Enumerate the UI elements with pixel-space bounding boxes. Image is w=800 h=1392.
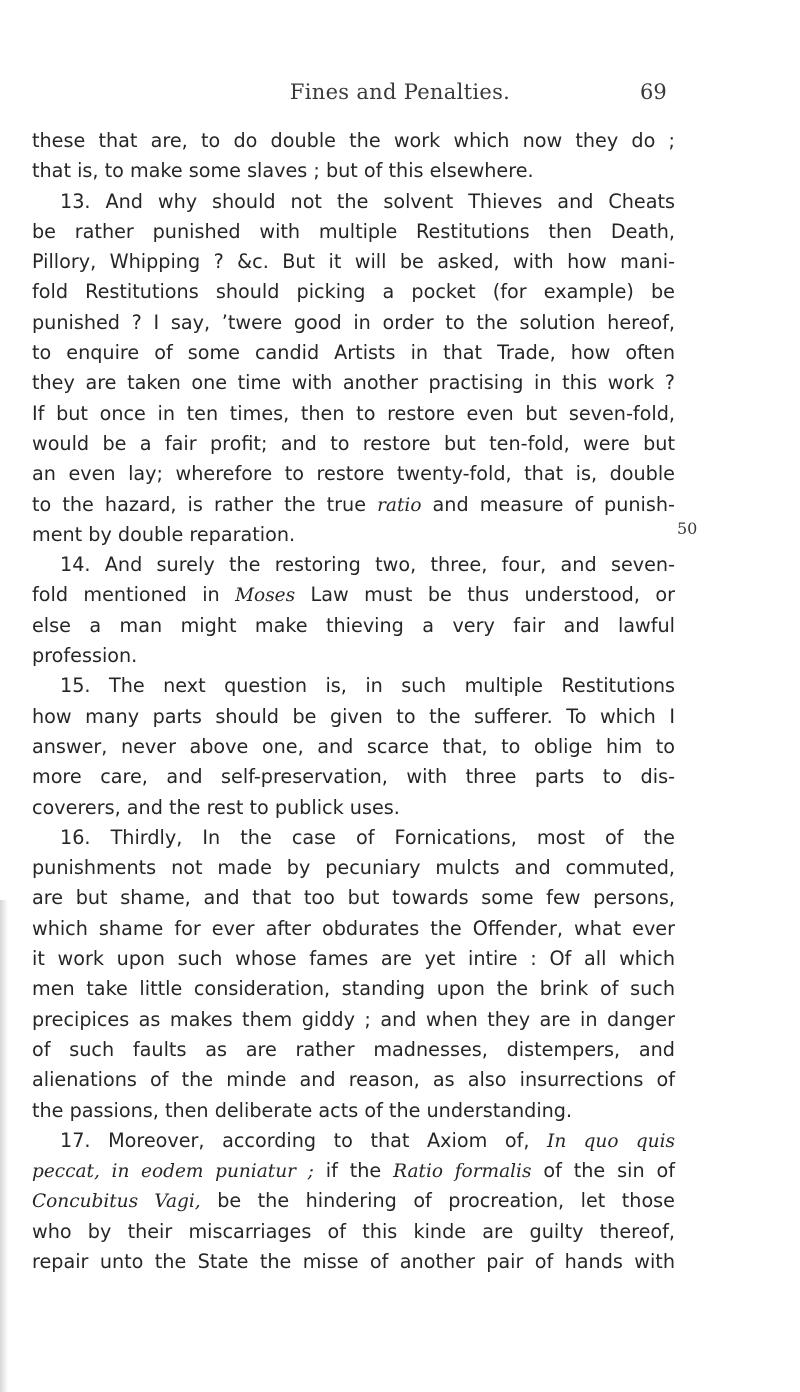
text-fragment: to the hazard, is rather the true [32,492,367,516]
text-line: Pillory, Whipping ? &c. But it will be asked, with how mani- [32,250,675,274]
text-line: that is, to make some slaves ; but of this elsewhere. [32,159,534,183]
text-line [32,1156,675,1186]
text-line: an even lay; wherefore to restore twenty-fold, that is, double [32,462,675,486]
text-line: profession. [32,644,138,668]
text-line: coverers, and the rest to publick uses. [32,795,400,819]
text-fragment: of the sin of [543,1159,675,1183]
text-line: If but once in ten times, then to restore even but seven-fold, [32,401,675,425]
text-fragment: 17. Moreover, according to that Axiom of, [60,1128,530,1152]
body-text [32,126,675,1277]
text-line: they are taken one time with another practising in this work ? [32,371,675,395]
text-line: 14. And surely the restoring two, three, four, and seven- [60,553,675,577]
text-line [32,1186,675,1216]
text-line: 16. Thirdly, In the case of Fornications, most of the [60,825,675,849]
text-line: fold Restitutions should picking a pocket (for example) be [32,280,675,304]
text-fragment: and measure of punish- [432,492,675,516]
text-line: more care, and self-preservation, with three parts to dis- [32,765,675,789]
text-fragment: be the hindering of procreation, let those [217,1189,675,1213]
text-line: to enquire of some candid Artists in that Trade, how often [32,341,675,365]
italic-ratio-formalis: Ratio formalis [393,1161,532,1183]
text-line: 13. And why should not the solvent Thieves and Cheats [60,189,675,213]
italic-in-quo-quis: In quo quis [547,1130,675,1152]
text-line: would be a fair profit; and to restore but ten-fold, were but [32,431,675,455]
text-line: answer, never above one, and scarce that, to oblige him to [32,734,675,758]
text-line: it work upon such whose fames are yet intire : Of all which [32,947,675,971]
text-line [32,580,675,610]
text-line: how many parts should be given to the sufferer. To which I [32,704,675,728]
text-line: punished ? I say, ’twere good in order to the solution hereof, [32,310,675,334]
page-header [0,80,800,110]
text-line: are but shame, and that too but towards some few persons, [32,886,675,910]
text-line: repair unto the State the misse of another pair of hands with [32,1249,675,1273]
text-line: men take little consideration, standing upon the brink of such [32,977,675,1001]
text-line: ment by double reparation. [32,522,296,546]
text-fragment: fold mentioned in [32,583,220,607]
text-fragment: if the [325,1159,382,1183]
text-line [32,1126,675,1156]
binding-shadow [0,900,8,1392]
text-line [32,490,675,520]
italic-peccat: peccat, in eodem puniatur ; [32,1161,314,1183]
text-line: precipices as makes them giddy ; and when they are in danger [32,1007,675,1031]
text-line: else a man might make thieving a very fair and lawful [32,613,675,637]
text-line: which shame for ever after obdurates the Offender, what ever [32,916,675,940]
text-line: 15. The next question is, in such multiple Restitutions [60,674,675,698]
text-line: who by their miscarriages of this kinde are guilty thereof, [32,1219,675,1243]
italic-concubitus-vagi: Concubitus Vagi, [32,1191,201,1213]
text-line: the passions, then deliberate acts of the understanding. [32,1098,573,1122]
running-head: Fines and Penalties. [289,80,511,104]
text-line: alienations of the minde and reason, as also insurrections of [32,1068,675,1092]
text-fragment: Law must be thus understood, or [310,583,675,607]
text-line: these that are, to do double the work which now they do ; [32,129,675,152]
text-line: of such faults as are rather madnesses, distempers, and [32,1037,675,1061]
text-line: be rather punished with multiple Restitutions then Death, [32,219,675,243]
italic-ratio: ratio [377,494,422,516]
margin-line-number: 50 [677,519,698,538]
italic-moses: Moses [235,585,296,607]
page-number: 69 [640,80,667,104]
text-line: punishments not made by pecuniary mulcts and commuted, [32,856,675,880]
